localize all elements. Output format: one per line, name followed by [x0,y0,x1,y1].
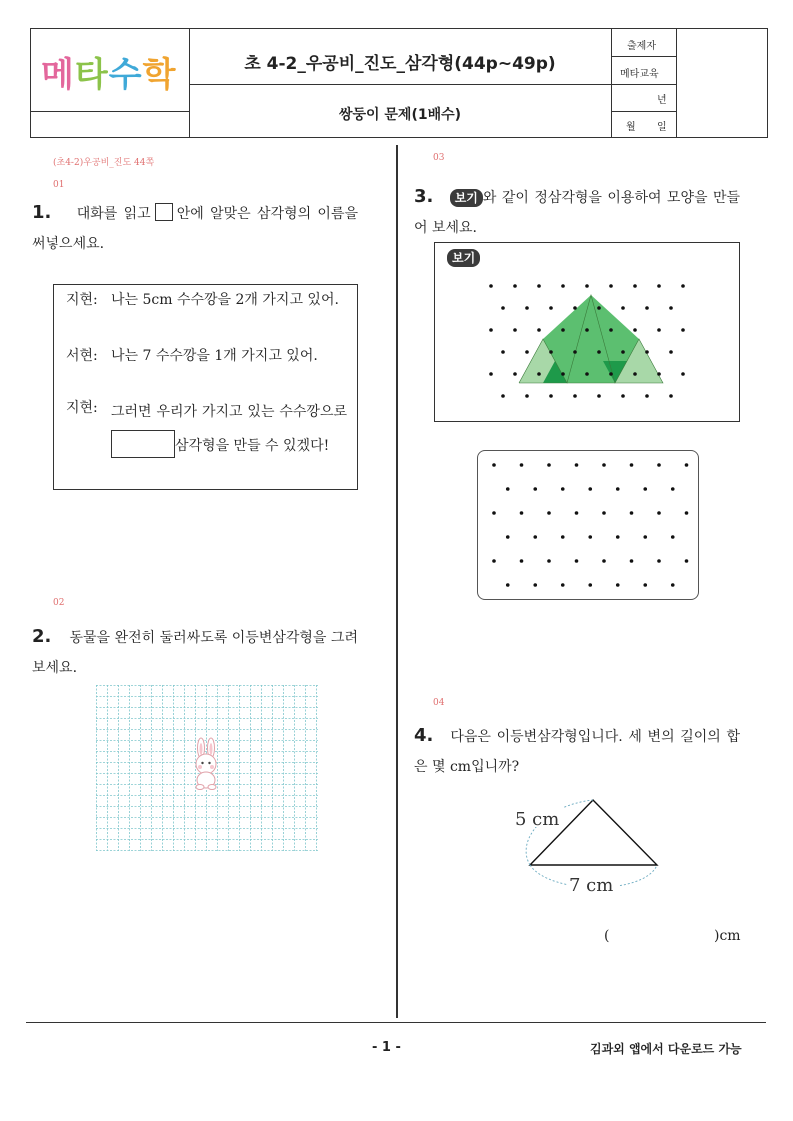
example-badge: 보기 [450,189,483,207]
lattice-dot [685,559,689,563]
lattice-dot [645,350,649,354]
lattice-dot [602,511,606,515]
lattice-dot [575,463,579,467]
lattice-dot [681,284,685,288]
lattice-dot [561,583,565,587]
lattice-dot [520,559,524,563]
lattice-dot [669,306,673,310]
lattice-dot [657,328,661,332]
lattice-dot [609,284,613,288]
lattice-dot [616,487,620,491]
year-label: 년 [657,95,667,106]
worksheet-title: 초 4-2_우공비_진도_삼각형(44p~49p) [244,54,556,74]
lattice-dot [597,306,601,310]
lattice-dot [520,511,524,515]
lattice-dot [561,535,565,539]
lattice-dot [585,284,589,288]
author-value: 메타교육 [620,69,659,80]
lattice-dot [630,511,634,515]
lattice-dot [549,350,553,354]
answer-open-paren: ( [604,928,610,944]
q4-answer-input[interactable] [620,925,710,949]
lattice-dot [533,535,537,539]
lattice-dot [657,372,661,376]
lattice-dot [621,394,625,398]
q1-answer-input[interactable] [111,430,175,458]
dialog-line-1: 지현: 나는 5cm 수수깡을 2개 가지고 있어. [66,292,339,308]
lattice-dot [513,372,517,376]
lattice-dot [621,350,625,354]
lattice-dot [561,372,565,376]
lattice-dot [657,284,661,288]
lattice-dot [537,284,541,288]
lattice-dot [616,583,620,587]
footer-line [26,1022,766,1023]
lattice-dot [597,350,601,354]
lattice-dot [520,463,524,467]
q3-number: 3. [414,186,434,207]
rabbit-icon [196,738,216,790]
lattice-dot [573,394,577,398]
lattice-dot [513,328,517,332]
question-2: 2. 동물을 완전히 둘러싸도록 이등변삼각형을 그려 보세요. [32,626,358,676]
lattice-dot [588,583,592,587]
lattice-dot [657,463,661,467]
dialog-box [53,284,358,490]
lattice-dot [547,463,551,467]
lattice-dot [633,328,637,332]
lattice-dot [609,328,613,332]
lattice-dot [575,559,579,563]
lattice-dot [643,487,647,491]
q1-tag: 01 [53,180,65,190]
lattice-dot [643,535,647,539]
lattice-dot [573,306,577,310]
lattice-dot [525,394,529,398]
logo: 메타수학 [41,55,177,95]
lattice-dot [602,559,606,563]
lattice-dot [573,350,577,354]
side-label-7cm: 7 cm [569,875,614,896]
lattice-dot [561,284,565,288]
answer-unit: )cm [714,928,741,944]
lattice-dot [609,372,613,376]
lattice-dot [671,583,675,587]
lattice-dot [671,487,675,491]
lattice-dot [669,350,673,354]
lattice-dot [588,487,592,491]
lattice-dot [671,535,675,539]
example-box [434,242,740,422]
lattice-dot [621,306,625,310]
lattice-dot [501,394,505,398]
lattice-dot [645,306,649,310]
q3-tag: 03 [433,153,445,163]
q4-tag: 04 [433,698,445,708]
day-label: 일 [657,122,667,133]
lattice-dot [492,559,496,563]
example-box-badge: 보기 [447,249,480,267]
worksheet-subtitle: 쌍둥이 문제(1배수) [338,107,462,123]
dialog-line-2: 서현: 나는 7 수수깡을 1개 가지고 있어. [66,348,318,364]
lattice-dot [657,559,661,563]
lattice-dot [585,328,589,332]
drawing-dot-board[interactable] [477,450,699,600]
lattice-dot [492,463,496,467]
q4-number: 4. [414,725,434,746]
question-3: 3. 보기 와 같이 정삼각형을 이용하여 모양을 만들어 보세요. [414,186,740,236]
lattice-dot [643,583,647,587]
author-label: 출제자 [627,41,656,52]
lattice-dot [585,372,589,376]
lattice-dot [633,284,637,288]
q2-tag: 02 [53,598,65,608]
lattice-dot [492,511,496,515]
drawing-grid[interactable] [96,685,318,851]
question-1: 1. 대화를 읽고 안에 알맞은 삼각형의 이름을 써넣으세요. [32,202,359,252]
lattice-dot [537,372,541,376]
lattice-dot [501,306,505,310]
lattice-dot [681,372,685,376]
lattice-dot [657,511,661,515]
lattice-dot [588,535,592,539]
lattice-dot [630,463,634,467]
lattice-dot [602,463,606,467]
lattice-dot [685,511,689,515]
lattice-dot [489,328,493,332]
lattice-dot [685,463,689,467]
lattice-dot [489,284,493,288]
lattice-dot [537,328,541,332]
isosceles-triangle-figure [505,790,675,900]
q1-answer-box-icon [155,203,173,221]
lattice-dot [501,350,505,354]
footer-note: 김과외 앱에서 다운로드 가능 [590,1042,742,1056]
lattice-dot [645,394,649,398]
lattice-dot [681,328,685,332]
lattice-dot [525,306,529,310]
source-tag: (초4-2)우공비_진도 44쪽 [53,158,155,168]
lattice-dot [489,372,493,376]
lattice-dot [549,394,553,398]
page-number: - 1 - [372,1040,401,1055]
lattice-dot [533,583,537,587]
lattice-dot [669,394,673,398]
lattice-dot [597,394,601,398]
lattice-dot [547,511,551,515]
lattice-dot [506,535,510,539]
question-4: 4. 다음은 이등변삼각형입니다. 세 변의 길이의 합은 몇 cm입니까? [414,725,741,775]
lattice-dot [525,350,529,354]
q2-number: 2. [32,626,52,647]
lattice-dot [549,306,553,310]
lattice-dot [630,559,634,563]
lattice-dot [561,487,565,491]
month-label: 월 [626,122,636,133]
header-table [30,28,768,138]
lattice-dot [513,284,517,288]
lattice-dot [633,372,637,376]
lattice-dot [506,583,510,587]
lattice-dot [616,535,620,539]
lattice-dot [533,487,537,491]
lattice-dot [561,328,565,332]
q1-number: 1. [32,202,52,223]
lattice-dot [575,511,579,515]
lattice-dot [547,559,551,563]
column-divider [396,145,398,1018]
side-label-5cm: 5 cm [515,809,560,830]
lattice-dot [506,487,510,491]
example-triangle-pattern [435,243,741,423]
dialog-line-3: 지현: 그러면 우리가 가지고 있는 수수깡으로 삼각형을 만들 수 있겠다! [66,395,347,463]
